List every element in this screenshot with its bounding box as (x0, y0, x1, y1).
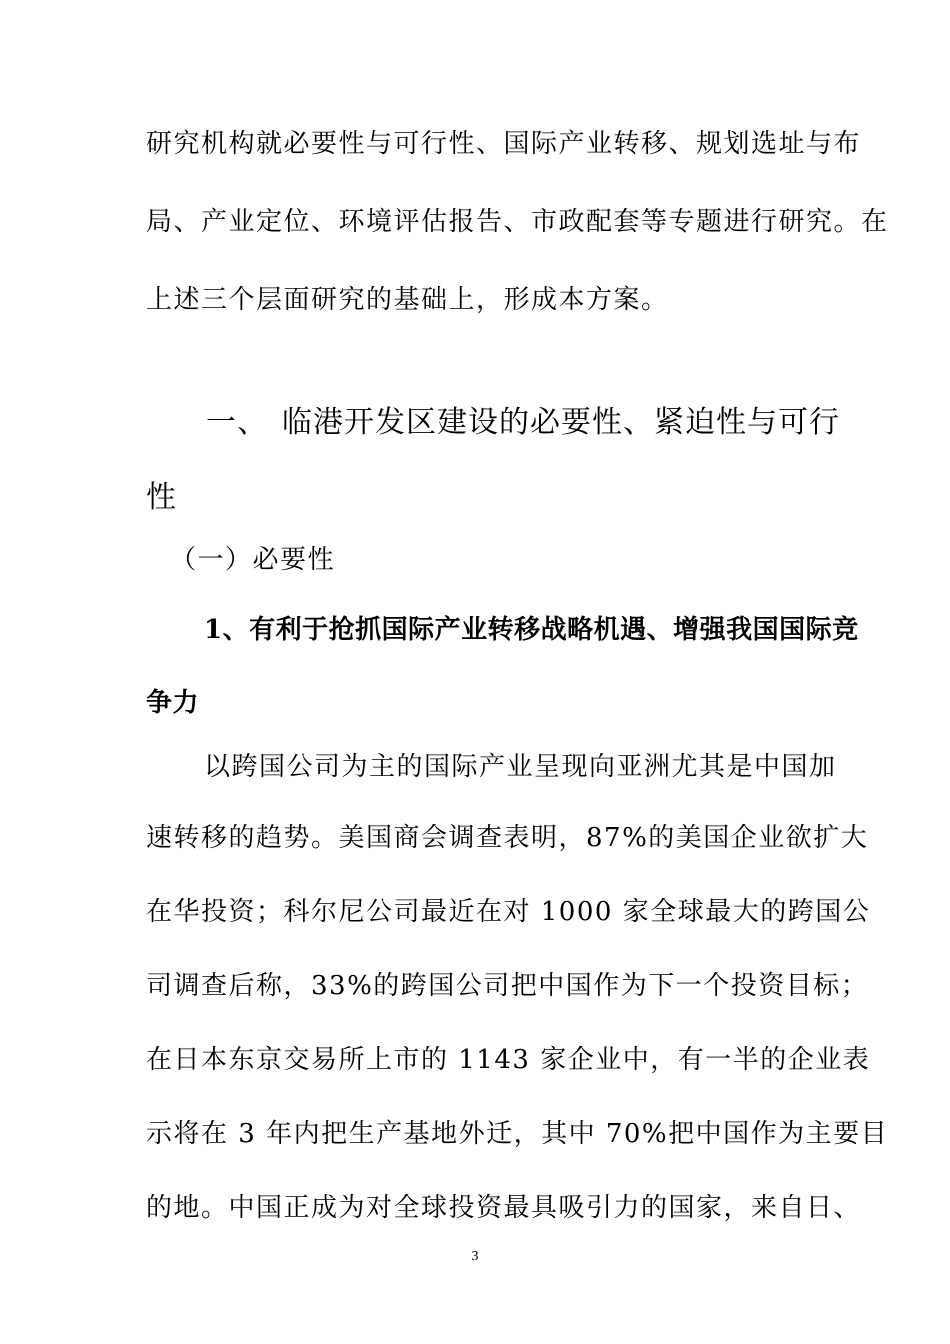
body-line: 司调查后称，33%的跨国公司把中国作为下一个投资目标； (146, 971, 869, 1001)
page-number: 3 (471, 1249, 479, 1264)
section-title-line2: 性 (146, 480, 177, 515)
subsection-heading: （一）必要性 (170, 545, 336, 575)
intro-line: 局、产业定位、环境评估报告、市政配套等专题进行研究。在 (146, 207, 889, 237)
body-line: 以跨国公司为主的国际产业呈现向亚洲尤其是中国加 (204, 752, 837, 782)
body-line: 示将在 3 年内把生产基地外迁，其中 70%把中国作为主要目 (146, 1119, 889, 1149)
point-heading-line1: 1、有利于抢抓国际产业转移战略机遇、增强我国国际竞 (204, 615, 859, 645)
body-line: 在日本东京交易所上市的 1143 家企业中，有一半的企业表 (146, 1045, 871, 1075)
body-line: 的地。中国正成为对全球投资最具吸引力的国家，来自日、 (146, 1193, 862, 1223)
section-title-line1: 临港开发区建设的必要性、紧迫性与可行 (282, 405, 840, 440)
body-line: 速转移的趋势。美国商会调查表明，87%的美国企业欲扩大 (146, 823, 869, 853)
intro-line: 上述三个层面研究的基础上，形成本方案。 (146, 285, 669, 315)
intro-line: 研究机构就必要性与可行性、国际产业转移、规划选址与布 (146, 129, 862, 159)
body-line: 在华投资；科尔尼公司最近在对 1000 家全球最大的跨国公 (146, 897, 871, 927)
point-heading-line2: 争力 (146, 688, 200, 718)
section-number: 一、 (206, 405, 268, 440)
